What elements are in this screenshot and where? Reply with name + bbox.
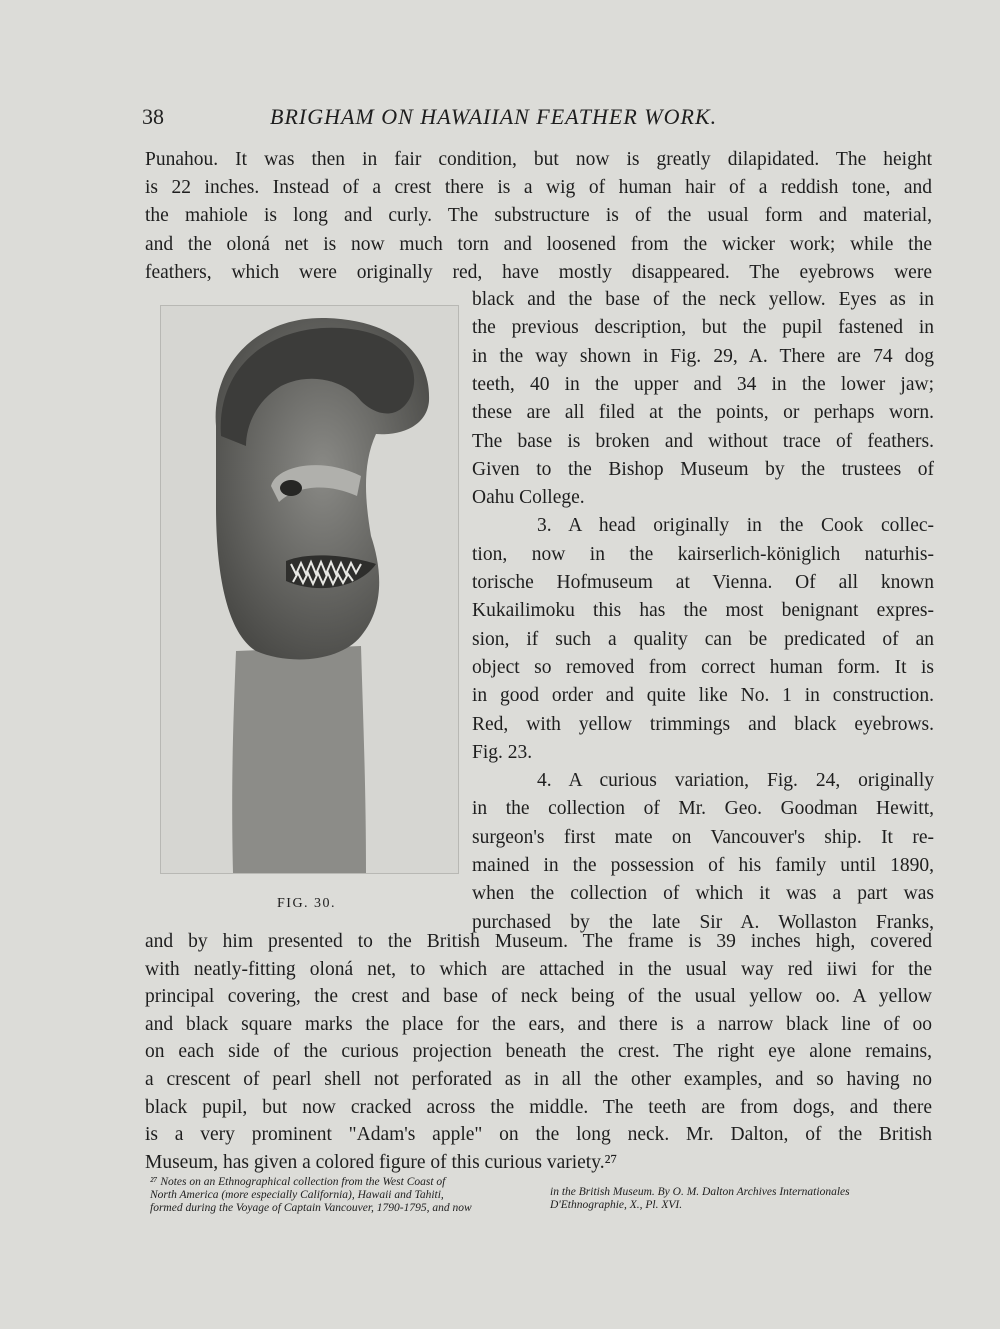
- text-line: with neatly-fitting oloná net, to which are attached in the usual way red iiwi for the: [145, 958, 932, 980]
- text-line: surgeon's first mate on Vancouver's ship. It re-: [472, 826, 934, 848]
- footnote-right: [550, 1186, 935, 1212]
- footnote-line: formed during the Voyage of Captain Vancouver, 1790-1795, and now: [150, 1202, 472, 1214]
- footnote-line: North America (more especially California), Hawaii and Tahiti,: [150, 1189, 444, 1201]
- text-line: Given to the Bishop Museum by the trustees of: [472, 458, 934, 480]
- footnote-line: D'Ethnographie, X., Pl. XVI.: [550, 1199, 683, 1211]
- text-line: is a very prominent "Adam's apple" on the long neck. Mr. Dalton, of the British: [145, 1124, 932, 1146]
- text-line: when the collection of which it was a part was: [472, 883, 934, 905]
- text-line: Punahou. It was then in fair condition, but now is greatly dilapidated. The height: [145, 149, 932, 170]
- text-line: black and the base of the neck yellow. Eyes as in: [472, 289, 934, 310]
- text-line: Oahu College.: [472, 487, 585, 509]
- text-line: the previous description, but the pupil fastened in: [472, 317, 934, 339]
- footnote-line: ²⁷ Notes on an Ethnographical collection from the West Coast of: [150, 1176, 446, 1188]
- text-line: feathers, which were originally red, have mostly disappeared. The eyebrows were: [145, 261, 932, 283]
- text-line: these are all filed at the points, or perhaps worn.: [472, 402, 934, 424]
- text-line: 3. A head originally in the Cook collec-: [537, 515, 934, 537]
- text-line: in the collection of Mr. Geo. Goodman Hewitt,: [472, 798, 934, 820]
- text-line: Kukailimoku this has the most benignant expres-: [472, 600, 934, 622]
- text-line: object so removed from correct human form. It is: [472, 656, 934, 678]
- text-line: mained in the possession of his family until 1890,: [472, 855, 934, 876]
- text-line: Red, with yellow trimmings and black eyebrows.: [472, 713, 934, 735]
- text-line: and black square marks the place for the ears, and there is a narrow black line of oo: [145, 1013, 932, 1035]
- running-head: BRIGHAM ON HAWAIIAN FEATHER WORK.: [270, 104, 718, 129]
- text-line: torische Hofmuseum at Vienna. Of all known: [472, 572, 934, 593]
- text-line: and by him presented to the British Museum. The frame is 39 inches high, covered: [145, 931, 932, 952]
- page-number: 38: [142, 104, 164, 129]
- text-line: in the way shown in Fig. 29, A. There are 74 dog: [472, 345, 934, 367]
- text-line: in good order and quite like No. 1 in construction.: [472, 685, 934, 707]
- text-line: 4. A curious variation, Fig. 24, originally: [537, 770, 934, 792]
- text-line: the mahiole is long and curly. The substructure is of the usual form and material,: [145, 205, 932, 227]
- footnote-left: [150, 1176, 528, 1215]
- text-line: a crescent of pearl shell not perforated as in all the other examples, and so having no: [145, 1069, 932, 1090]
- text-line: teeth, 40 in the upper and 34 in the lower jaw;: [472, 373, 934, 395]
- text-line: principal covering, the crest and base of neck being of the usual yellow oo. A yellow: [145, 986, 932, 1008]
- footnote-line: in the British Museum. By O. M. Dalton Archives Internationales: [550, 1186, 850, 1198]
- text-line: Museum, has given a colored figure of this curious variety.²⁷: [145, 1151, 618, 1173]
- figure-photo-feather-god-head: [160, 305, 459, 874]
- text-line: and the oloná net is now much torn and loosened from the wicker work; while the: [145, 233, 932, 255]
- text-line: purchased by the late Sir A. Wollaston Franks,: [472, 911, 934, 933]
- text-line: The base is broken and without trace of feathers.: [472, 430, 934, 452]
- text-line: black pupil, but now cracked across the middle. The teeth are from dogs, and there: [145, 1096, 932, 1118]
- text-line: on each side of the curious projection beneath the crest. The right eye alone remains,: [145, 1041, 932, 1063]
- text-line: tion, now in the kairserlich-königlich naturhis-: [472, 543, 934, 565]
- text-line: is 22 inches. Instead of a crest there is a wig of human hair of a reddish tone, and: [145, 177, 932, 199]
- text-line: Fig. 23.: [472, 741, 533, 763]
- text-line: sion, if such a quality can be predicated of an: [472, 628, 934, 650]
- figure-caption: FIG. 30.: [277, 896, 337, 911]
- feather-god-head-illustration: [161, 306, 458, 873]
